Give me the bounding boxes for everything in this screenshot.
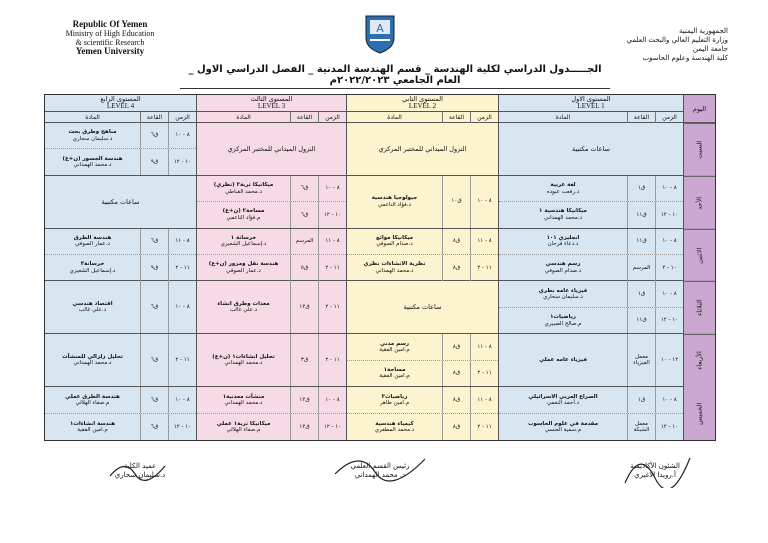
class-entry xyxy=(499,308,683,333)
class-subject: كيمياء هندسية xyxy=(375,420,414,427)
class-subject: رسم هندسي xyxy=(545,261,581,268)
class-subject-block xyxy=(347,414,442,440)
class-time: ١٠ - ٢ xyxy=(655,255,683,280)
level-1-column xyxy=(499,95,684,440)
class-subject: مناهج وطرق بحث xyxy=(68,129,117,136)
class-subject-block xyxy=(499,281,627,306)
day-cell xyxy=(45,281,196,334)
day-label: السبت xyxy=(684,123,715,176)
class-instructor: د.محمد الهمداني xyxy=(224,400,263,407)
class-hall: ق٩ xyxy=(140,149,168,174)
class-subject-block xyxy=(499,308,627,333)
class-subject: ميكانيكا تربة١ عملي xyxy=(216,420,271,427)
day-cell xyxy=(197,229,346,282)
class-instructor: د.محمد الهمداني xyxy=(73,162,112,169)
class-instructor: د.دعاء فرحان xyxy=(547,241,579,248)
level-4-column xyxy=(45,95,197,440)
merged-note: النزول الميداني للمختبر المركزي xyxy=(227,144,316,153)
class-subject: نظرية الانشاءات نظري xyxy=(363,261,426,268)
class-entry xyxy=(499,176,683,202)
class-subject-block xyxy=(197,414,290,440)
class-entry xyxy=(347,387,498,414)
day-cell xyxy=(347,387,498,440)
signature-academic xyxy=(600,462,710,480)
class-subject: تحليل زلزالي للمنشآت xyxy=(62,353,123,360)
level-name-en: LEVEL 4 xyxy=(106,102,135,110)
class-subject-block xyxy=(45,334,140,386)
day-cell xyxy=(45,387,196,440)
class-hall: ق١١ xyxy=(627,229,655,254)
class-subject: جيولوجيا هندسية xyxy=(371,195,418,202)
class-instructor: د.إسماعيل الشعيري xyxy=(220,241,267,248)
day-cell xyxy=(347,229,498,282)
class-subject: لغة عربية xyxy=(550,182,576,189)
class-time: ١٠ - ١٢ xyxy=(655,308,683,333)
class-subject: معدات وطرق انشاء xyxy=(217,300,270,307)
class-subject: منشآت معدنية١ xyxy=(222,393,265,400)
class-subject: هندسة الطرق xyxy=(73,234,112,241)
column-subheaders xyxy=(197,112,346,123)
class-time: ٨ - ١٠ xyxy=(470,176,498,228)
class-time: ٨ - ١٠ xyxy=(655,229,683,254)
time-header: الزمن xyxy=(470,112,498,123)
day-column xyxy=(684,95,715,440)
day-label: الأربعاء xyxy=(684,334,715,387)
header-arabic xyxy=(578,27,728,63)
level-name-en: LEVEL 1 xyxy=(577,102,605,110)
class-subject: هندسة نقل ومرور (ن+ع) xyxy=(208,261,279,268)
class-subject: فيزياء عامه عملي xyxy=(539,356,587,363)
class-time: ١٠ - ١٢ xyxy=(168,149,196,174)
class-hall: المرسم xyxy=(627,255,655,280)
class-time: ٨ - ١١ xyxy=(470,334,498,359)
class-subject: هندسة الطرق عملي xyxy=(65,393,120,400)
class-subject: مساحة٢ (ن+ع) xyxy=(222,208,265,215)
class-hall: ق١ xyxy=(627,387,655,413)
day-cell xyxy=(499,176,683,229)
class-hall: ق١٢ xyxy=(290,414,318,440)
day-label: الثلاثاء xyxy=(684,281,715,334)
class-instructor: د.عمار الصوفي xyxy=(75,241,110,248)
class-instructor: د.عمار الصوفي xyxy=(226,267,261,274)
signature-mark-academic xyxy=(615,448,695,488)
day-label: الخميس xyxy=(695,402,704,425)
class-hall: ق٨ xyxy=(442,361,470,386)
class-subject-block xyxy=(45,123,140,148)
signature-dean-name: د.سليمان سحاري xyxy=(114,471,166,479)
subject-header: المادة xyxy=(555,114,571,121)
day-cell xyxy=(45,123,196,176)
class-subject-block xyxy=(347,229,442,254)
class-hall: ق١١ xyxy=(627,308,655,333)
day-label: الأحد xyxy=(684,176,715,229)
class-instructor: م.صفاء الهلالي xyxy=(226,427,261,434)
class-entry xyxy=(347,255,498,280)
class-instructor: م.صالح الصبيري xyxy=(544,320,582,327)
class-entry xyxy=(347,229,498,255)
header-en-line-4: Yemen University xyxy=(75,46,145,56)
class-subject: ميكانيكا موائع xyxy=(376,234,413,241)
class-instructor: د.صدام الصوفي xyxy=(544,267,582,274)
class-subject-block xyxy=(197,387,290,413)
class-hall: ق٩ xyxy=(140,255,168,280)
column-subheaders xyxy=(347,112,498,123)
day-cell xyxy=(45,229,196,282)
class-entry xyxy=(197,334,346,386)
class-subject-block xyxy=(197,202,290,227)
class-entry xyxy=(45,281,196,333)
class-hall: ق٦ xyxy=(290,176,318,201)
hall-header: القاعة xyxy=(627,112,655,123)
day-cell xyxy=(45,176,196,229)
class-entry xyxy=(499,229,683,255)
class-subject-block xyxy=(197,229,290,254)
class-hall: ق١ xyxy=(627,281,655,306)
level-header xyxy=(197,95,346,112)
class-instructor: د.محمد الهمداني xyxy=(544,214,582,221)
class-entry xyxy=(45,149,196,174)
class-entry xyxy=(197,387,346,414)
day-cell xyxy=(197,176,346,229)
class-time: ٨ - ١٠ xyxy=(318,387,346,413)
class-subject: مساحة١ xyxy=(383,366,406,373)
class-time: ١١ - ٢ xyxy=(318,281,346,333)
class-hall: ق٣ xyxy=(290,334,318,386)
class-hall: ق٦ xyxy=(140,229,168,254)
class-entry xyxy=(197,229,346,255)
class-hall: ق٥ xyxy=(290,255,318,280)
class-time: ٨ - ١٠ xyxy=(168,281,196,333)
signature-dean-title: عميد الكلية xyxy=(123,462,157,470)
class-time: ٨ - ١٠ xyxy=(168,123,196,148)
class-subject-block xyxy=(347,361,442,386)
level-name-ar: المستوى الاول xyxy=(571,95,611,103)
class-entry xyxy=(499,334,683,386)
day-cell xyxy=(499,334,683,387)
class-time: ١٠ - ١٢ xyxy=(318,202,346,227)
class-entry xyxy=(45,387,196,414)
class-subject: مقدمة في علوم الحاسوب xyxy=(527,420,599,427)
class-instructor: د.علي غالب xyxy=(78,307,107,314)
class-entry xyxy=(197,176,346,202)
university-logo xyxy=(362,14,398,54)
subject-header: المادة xyxy=(387,114,402,121)
header-english xyxy=(40,20,180,56)
class-subject-block xyxy=(499,202,627,227)
subject-header: المادة xyxy=(85,114,100,121)
time-header: الزمن xyxy=(655,112,683,123)
class-subject: فيزياء عامه نظري xyxy=(538,287,588,294)
class-time: ٨ - ١٠ xyxy=(168,387,196,413)
signature-academic-title: الشئون الأكاديمية xyxy=(630,462,680,470)
class-entry xyxy=(197,202,346,227)
class-subject-block xyxy=(45,229,140,254)
day-cell xyxy=(347,281,498,334)
class-instructor: د.سليمان سحاري xyxy=(543,294,583,301)
schedule-table xyxy=(44,94,716,441)
header-ar-line-4: كلية الهندسة وعلوم الحاسوب xyxy=(642,54,728,62)
class-entry xyxy=(347,414,498,440)
column-subheaders xyxy=(499,112,683,123)
merged-note: ساعات مكتبية xyxy=(101,197,140,206)
hall-header: القاعة xyxy=(442,112,470,123)
class-hall: ق٨ xyxy=(442,387,470,413)
class-subject: رياضيات٣ xyxy=(381,393,408,400)
signature-head xyxy=(320,462,440,480)
day-cell xyxy=(499,281,683,334)
class-instructor: د.رفعت عبوده xyxy=(546,188,580,195)
class-entry xyxy=(197,414,346,440)
class-instructor: م.فؤاد الناعمي xyxy=(226,214,261,221)
class-subject-block xyxy=(499,176,627,201)
signature-dean xyxy=(95,462,185,480)
class-subject: رياضيات١ xyxy=(550,314,576,321)
level-3-column xyxy=(197,95,347,440)
class-hall: ق٨ xyxy=(442,229,470,254)
class-hall: ق٨ xyxy=(442,334,470,359)
class-hall: ق١٢ xyxy=(290,281,318,333)
class-entry xyxy=(347,361,498,386)
day-cell xyxy=(197,334,346,387)
signature-academic-name: أ.رويدا الاغبري xyxy=(634,471,676,479)
class-time: ١١ - ٢ xyxy=(470,361,498,386)
class-time: ١١ - ٢ xyxy=(470,255,498,280)
class-subject-block xyxy=(499,255,627,280)
class-entry xyxy=(499,281,683,307)
header-en-line-1: Republic Of Yemen xyxy=(72,19,148,29)
class-subject-block xyxy=(197,255,290,280)
class-instructor: د.محمد الهمداني xyxy=(375,267,414,274)
class-time: ١٠ - ١٢ xyxy=(655,202,683,227)
class-subject: خرسانة ١ xyxy=(230,234,257,241)
class-entry xyxy=(45,334,196,386)
class-time: ١١ - ٢ xyxy=(168,334,196,386)
class-entry xyxy=(45,123,196,149)
class-subject: انجليزي ١٠١ xyxy=(546,234,580,241)
column-subheaders xyxy=(45,112,196,123)
class-entry xyxy=(499,202,683,227)
class-time: ٨ - ١٠ xyxy=(318,176,346,201)
class-hall: ق٦ xyxy=(290,202,318,227)
class-instructor: م.امين الفقية xyxy=(379,347,410,354)
class-time: ١٠ - ١٢ xyxy=(655,414,683,440)
class-hall: ق٦ xyxy=(140,414,168,440)
class-entry xyxy=(347,334,498,360)
class-subject-block xyxy=(197,176,290,201)
class-instructor: د.سليمان سحاري xyxy=(72,135,113,142)
class-entry xyxy=(197,281,346,333)
class-time: ١١ - ٢ xyxy=(168,255,196,280)
signature-head-title: رئيس القسم العلمي xyxy=(350,462,410,470)
class-instructor: د.علي غالب xyxy=(229,307,258,314)
class-hall: ق٦ xyxy=(140,281,168,333)
class-subject: ميكانيكا تربة٢ (نظري) xyxy=(213,182,274,189)
level-name-ar: المستوى الثاني xyxy=(402,95,443,103)
level-header xyxy=(499,95,683,112)
class-subject-block xyxy=(499,414,627,440)
class-entry xyxy=(45,229,196,255)
class-instructor: د.إسماعيل الشعيري xyxy=(69,267,116,274)
level-name-en: LEVEL 3 xyxy=(257,102,286,110)
level-name-ar: المستوى الثالث xyxy=(250,95,293,103)
class-hall: معمل الشبكة xyxy=(627,414,655,440)
class-instructor: م.امين طاهر xyxy=(379,400,410,407)
header-en-line-2: Ministry of High Education xyxy=(65,29,155,38)
day-cell xyxy=(197,281,346,334)
class-instructor: د.أحمد النعمي xyxy=(546,400,580,407)
signature-mark-dean xyxy=(105,456,175,486)
signature-head-name: د. محمد الهمداني xyxy=(354,471,406,479)
class-instructor: م.صفاء الهلالي xyxy=(75,400,110,407)
header-en-line-3: & scientific Research xyxy=(75,38,145,47)
class-subject-block xyxy=(499,387,627,413)
class-hall: ق٦ xyxy=(140,387,168,413)
class-subject: هندسة الجسور (ن+ع) xyxy=(62,155,123,162)
class-subject: خرسانة٣ xyxy=(80,261,105,268)
day-cell xyxy=(197,387,346,440)
class-subject: رسم مدني xyxy=(380,340,410,347)
class-subject-block xyxy=(197,281,290,333)
schedule-title: الجـــــدول الدراسي لكلية الهندسة _ قسم الهندسة المدنية _ الفصل الدراسي الاول _ العام الجامعي ٢٠٢٢/٢٠٢٣م xyxy=(180,64,610,89)
day-cell xyxy=(347,334,498,387)
class-entry xyxy=(499,414,683,440)
class-instructor: م.سمية العنسي xyxy=(544,427,582,434)
class-subject: اقتصاد هندسي xyxy=(72,300,113,307)
class-time: ١١ - ٢ xyxy=(470,414,498,440)
class-time: ٨ - ١٠ xyxy=(655,281,683,306)
class-hall: ق١٢ xyxy=(290,387,318,413)
class-entry xyxy=(197,255,346,280)
hall-header: القاعة xyxy=(140,112,168,123)
day-cell xyxy=(45,334,196,387)
class-subject-block xyxy=(499,229,627,254)
class-hall: ق٦ xyxy=(140,334,168,386)
class-time: ١٠ - ١٢ xyxy=(318,414,346,440)
class-time: ١١ - ٢ xyxy=(318,255,346,280)
class-subject-block xyxy=(45,281,140,333)
level-name-en: LEVEL 2 xyxy=(408,102,437,110)
day-cell xyxy=(499,229,683,282)
class-entry xyxy=(347,176,498,228)
class-subject: تحليل انشاءات١ (ن+ع) xyxy=(212,353,275,360)
class-time: ١٠ - ١٢ xyxy=(168,414,196,440)
class-subject: هندسة انشاءات١ xyxy=(69,420,116,427)
header-ar-line-2: وزارة التعليم العالي والبحث العلمي xyxy=(626,36,728,44)
day-cell xyxy=(197,123,346,176)
class-subject-block xyxy=(347,387,442,413)
header-ar-line-3: جامعة اليمن xyxy=(692,45,728,53)
class-time: ٨ - ١١ xyxy=(318,229,346,254)
time-header: الزمن xyxy=(318,112,346,123)
class-time: ٨ - ١١ xyxy=(470,229,498,254)
class-instructor: م.امين الفقية xyxy=(77,427,108,434)
class-instructor: د.محمد الهمداني xyxy=(224,360,263,367)
day-label: الاثنين xyxy=(684,229,715,282)
merged-note: ساعات مكتبية xyxy=(403,303,442,312)
class-time: ١١ - ٢ xyxy=(318,334,346,386)
time-header: الزمن xyxy=(168,112,196,123)
hall-header: القاعة xyxy=(290,112,318,123)
class-hall: ق٨ xyxy=(442,255,470,280)
level-header xyxy=(45,95,196,112)
class-subject-block xyxy=(45,149,140,174)
level-name-ar: المستوى الرابع xyxy=(100,95,141,103)
day-cell xyxy=(347,123,498,176)
merged-note: ساعات مكتبية xyxy=(572,144,610,153)
level-2-column xyxy=(347,95,499,440)
class-hall: ق٨ xyxy=(442,414,470,440)
class-hall: ق١١ xyxy=(627,202,655,227)
day-cell xyxy=(499,387,683,440)
class-time: ٨ - ١١ xyxy=(168,229,196,254)
class-instructor: د.محمد القباطي xyxy=(225,188,262,195)
logo-letter: A xyxy=(376,22,384,35)
class-subject: الصراع العربي الاسرائيلي xyxy=(528,393,598,400)
header-ar-line-1: الجمهورية اليمنية xyxy=(678,27,728,35)
class-subject-block xyxy=(197,334,290,386)
class-instructor: م.امين الفقية xyxy=(379,373,410,380)
class-subject-block xyxy=(347,176,442,228)
subject-header: المادة xyxy=(236,114,251,121)
class-subject: ميكانيكا هندسية ١ xyxy=(539,208,587,215)
class-entry xyxy=(499,255,683,280)
day-cell xyxy=(347,176,498,229)
class-instructor: د.صدام الصوفي xyxy=(376,241,413,248)
class-instructor: د.محمد الهمداني xyxy=(73,360,112,367)
signature-mark-head xyxy=(330,444,430,484)
level-header xyxy=(347,95,498,112)
class-hall: ق٦ xyxy=(140,123,168,148)
class-subject-block xyxy=(45,387,140,413)
day-header: اليوم xyxy=(684,95,715,123)
class-hall: ق١٠ xyxy=(442,176,470,228)
class-entry xyxy=(499,387,683,414)
class-entry xyxy=(45,414,196,440)
class-subject-block xyxy=(45,414,140,440)
class-time: ٨ - ١٠ xyxy=(655,387,683,413)
class-subject-block xyxy=(347,255,442,280)
day-cell xyxy=(499,123,683,176)
class-time: ١٢ - ١٠ xyxy=(655,334,683,386)
class-hall: المرسم xyxy=(290,229,318,254)
class-entry xyxy=(45,255,196,280)
merged-note: النزول الميداني للمختبر المركزي xyxy=(378,144,467,153)
class-instructor: د.محمد المطفري xyxy=(374,427,415,434)
class-hall: معمل الفيزياء xyxy=(627,334,655,386)
class-instructor: د.فؤاد الناعمي xyxy=(378,201,411,208)
class-hall: ق١ xyxy=(627,176,655,201)
class-subject-block xyxy=(347,334,442,359)
class-time: ٨ - ١١ xyxy=(470,387,498,413)
class-subject-block xyxy=(45,255,140,280)
class-subject-block xyxy=(499,334,627,386)
class-time: ٨ - ١٠ xyxy=(655,176,683,201)
